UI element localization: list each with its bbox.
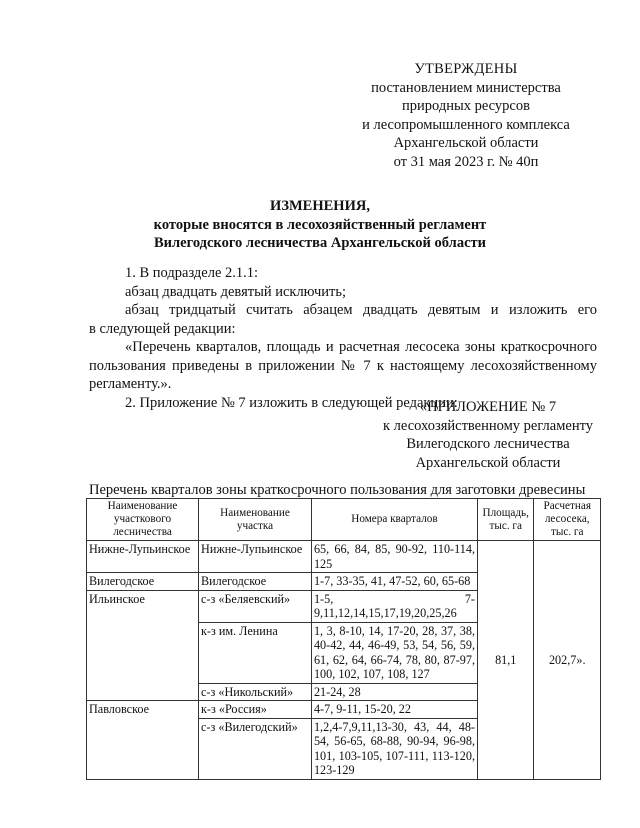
cell-plot: Нижне-Лупьинское [199, 541, 312, 573]
appendix-line: «ПРИЛОЖЕНИЕ № 7 [419, 399, 557, 415]
approval-block [286, 60, 640, 171]
header-area: Площадь, тыс. га [478, 499, 534, 541]
appendix-line: Вилегодского лесничества [406, 436, 570, 452]
paragraph: 1. В подразделе 2.1.1: [125, 265, 259, 281]
cell-plot: с-з «Вилегодский» [199, 718, 312, 779]
header-quarters: Номера кварталов [311, 499, 477, 541]
cell-forestry: Павловское [87, 701, 199, 780]
approval-line: от 31 мая 2023 г. № 40п [393, 153, 539, 170]
cell-plot: с-з «Беляевский» [199, 590, 312, 622]
approval-line: и лесопромышленного комплекса [362, 116, 570, 133]
cell-quarters: 65, 66, 84, 85, 90-92, 110-114, 125 [311, 541, 477, 573]
header-plot: Наименование участка [199, 499, 312, 541]
cell-plot: с-з «Никольский» [199, 683, 312, 701]
cell-quarters: 1-5, 7-9,11,12,14,15,17,19,20,25,26 [311, 590, 477, 622]
cell-quarters: 4-7, 9-11, 15-20, 22 [311, 701, 477, 719]
cell-forestry: Вилегодское [87, 573, 199, 591]
approval-line: природных ресурсов [402, 98, 530, 114]
cell-plot: к-з «Россия» [199, 701, 312, 719]
cell-area-total: 81,1 [478, 541, 534, 780]
paragraph: в следующей редакции: [89, 320, 236, 337]
approval-line: Архангельской области [393, 135, 539, 151]
cell-forestry: Ильинское [87, 590, 199, 701]
paragraph: «Перечень кварталов, площадь и расчетная лесосека зоны краткосрочного пользования приведены в приложении № 7 к настоящему лесохозяйственному регламенту.». [89, 339, 597, 392]
title-line: ИЗМЕНЕНИЯ, [270, 198, 370, 214]
cell-cut-total: 202,7». [534, 541, 601, 780]
table-header-row [87, 499, 601, 541]
title-line: Вилегодского лесничества Архангельской области [154, 235, 486, 251]
cell-forestry: Нижне-Лупьинское [87, 541, 199, 573]
paragraph: абзац двадцать девятый исключить; [125, 283, 346, 300]
header-forestry: Наименование участкового лесничества [87, 499, 199, 541]
document-body [89, 264, 597, 412]
paragraph: 2. Приложение № 7 изложить в следующей редакции: [125, 394, 458, 411]
document-title [0, 197, 640, 253]
approval-heading: УТВЕРЖДЕНЫ [414, 61, 518, 77]
cell-plot: к-з им. Ленина [199, 622, 312, 683]
cell-quarters: 1,2,4-7,9,11,13-30, 43, 44, 48-54, 56-65, 68-88, 90-94, 96-98, 101, 103-105, 107-111, 113-120, 123-129 [311, 718, 477, 779]
cell-quarters: 1-7, 33-35, 41, 47-52, 60, 65-68 [311, 573, 477, 591]
title-line: которые вносятся в лесохозяйственный регламент [153, 216, 487, 233]
cell-plot: Вилегодское [199, 573, 312, 591]
appendix-line: Архангельской области [415, 454, 561, 471]
table-row [87, 541, 601, 573]
appendix-block [338, 398, 638, 472]
table-caption: Перечень кварталов зоны краткосрочного пользования для заготовки древесины [89, 482, 586, 498]
header-cut: Расчетная лесосека, тыс. га [534, 499, 601, 541]
cell-quarters: 21-24, 28 [311, 683, 477, 701]
appendix-line: к лесохозяйственному регламенту [383, 417, 593, 434]
approval-line: постановлением министерства [371, 79, 561, 96]
cell-quarters: 1, 3, 8-10, 14, 17-20, 28, 37, 38, 40-42, 44, 46-49, 53, 54, 56, 59, 61, 62, 64, 66-74, 78, 80, 87-97, 100, 102, 107, 108, 127 [311, 622, 477, 683]
quarters-table [86, 498, 601, 780]
paragraph: абзац тридцатый считать абзацем двадцать девятым и изложить его [125, 302, 597, 318]
